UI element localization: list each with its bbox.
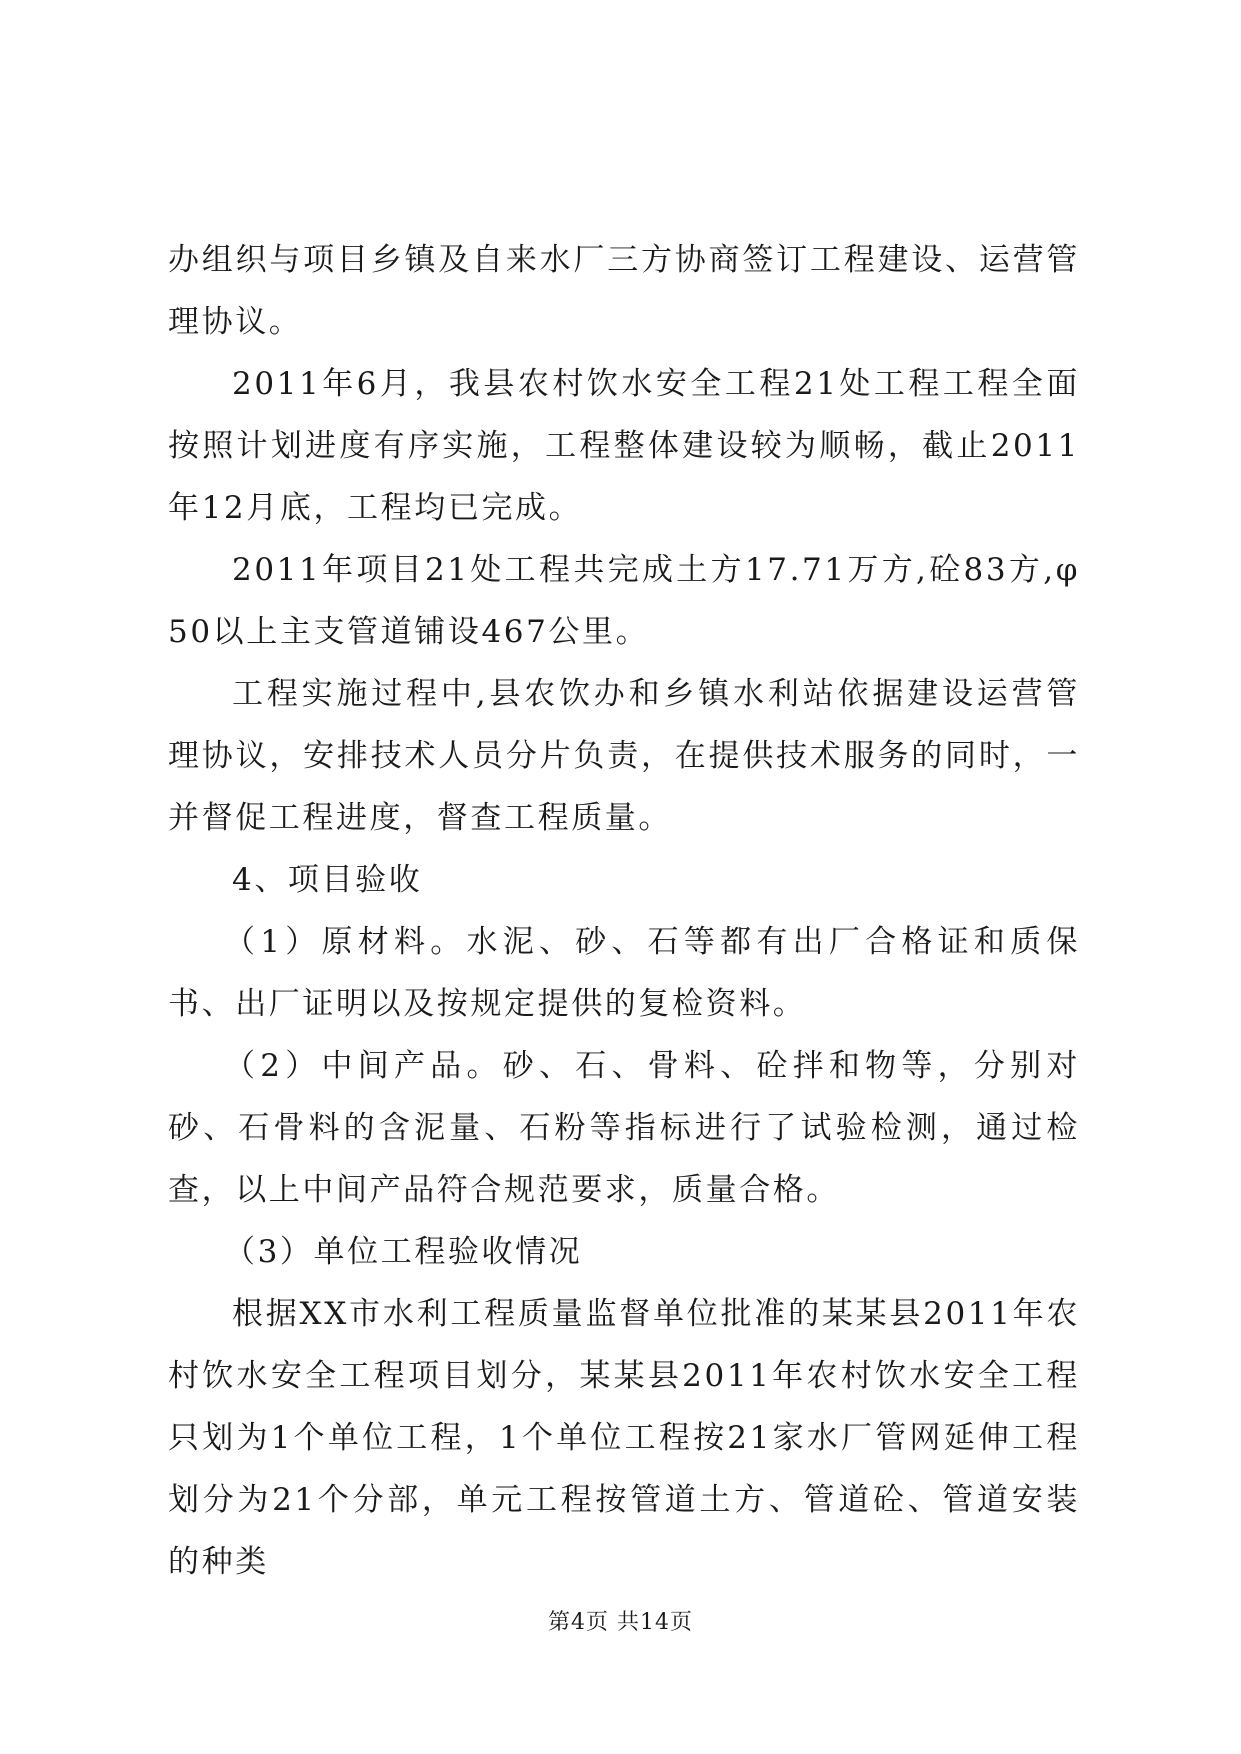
page-footer: 第4页 共14页 (548, 1610, 693, 1635)
paragraph-intermediate-products: （2）中间产品。砂、石、骨料、砼拌和物等，分别对砂、石骨料的含泥量、石粉等指标进行了试验检测，通过检查，以上中间产品符合规范要求，质量合格。 (168, 1048, 1080, 1208)
section-heading-acceptance: 4、项目验收 (232, 862, 423, 898)
document-body (168, 229, 1080, 1593)
paragraph-raw-materials: （1）原材料。水泥、砂、石等都有出厂合格证和质保书、出厂证明以及按规定提供的复检资料。 (168, 924, 1080, 1022)
paragraph-continuation: 办组织与项目乡镇及自来水厂三方协商签订工程建设、运营管理协议。 (168, 242, 1080, 340)
paragraph-quantities: 2011年项目21处工程共完成土方17.71万方,砼83方,φ50以上主支管道铺设467公里。 (168, 552, 1080, 650)
subheading-unit-acceptance: （3）单位工程验收情况 (224, 1234, 583, 1270)
paragraph-unit-division: 根据XX市水利工程质量监督单位批准的某某县2011年农村饮水安全工程项目划分，某某县2011年农村饮水安全工程只划为1个单位工程，1个单位工程按21家水厂管网延伸工程划分为21个分部，单元工程按管道土方、管道砼、管道安装的种类 (168, 1296, 1080, 1580)
paragraph-supervision: 工程实施过程中,县农饮办和乡镇水利站依据建设运营管理协议，安排技术人员分片负责，在提供技术服务的同时，一并督促工程进度，督查工程质量。 (168, 676, 1080, 836)
paragraph-progress: 2011年6月，我县农村饮水安全工程21处工程工程全面按照计划进度有序实施，工程整体建设较为顺畅，截止2011年12月底，工程均已完成。 (168, 366, 1080, 526)
